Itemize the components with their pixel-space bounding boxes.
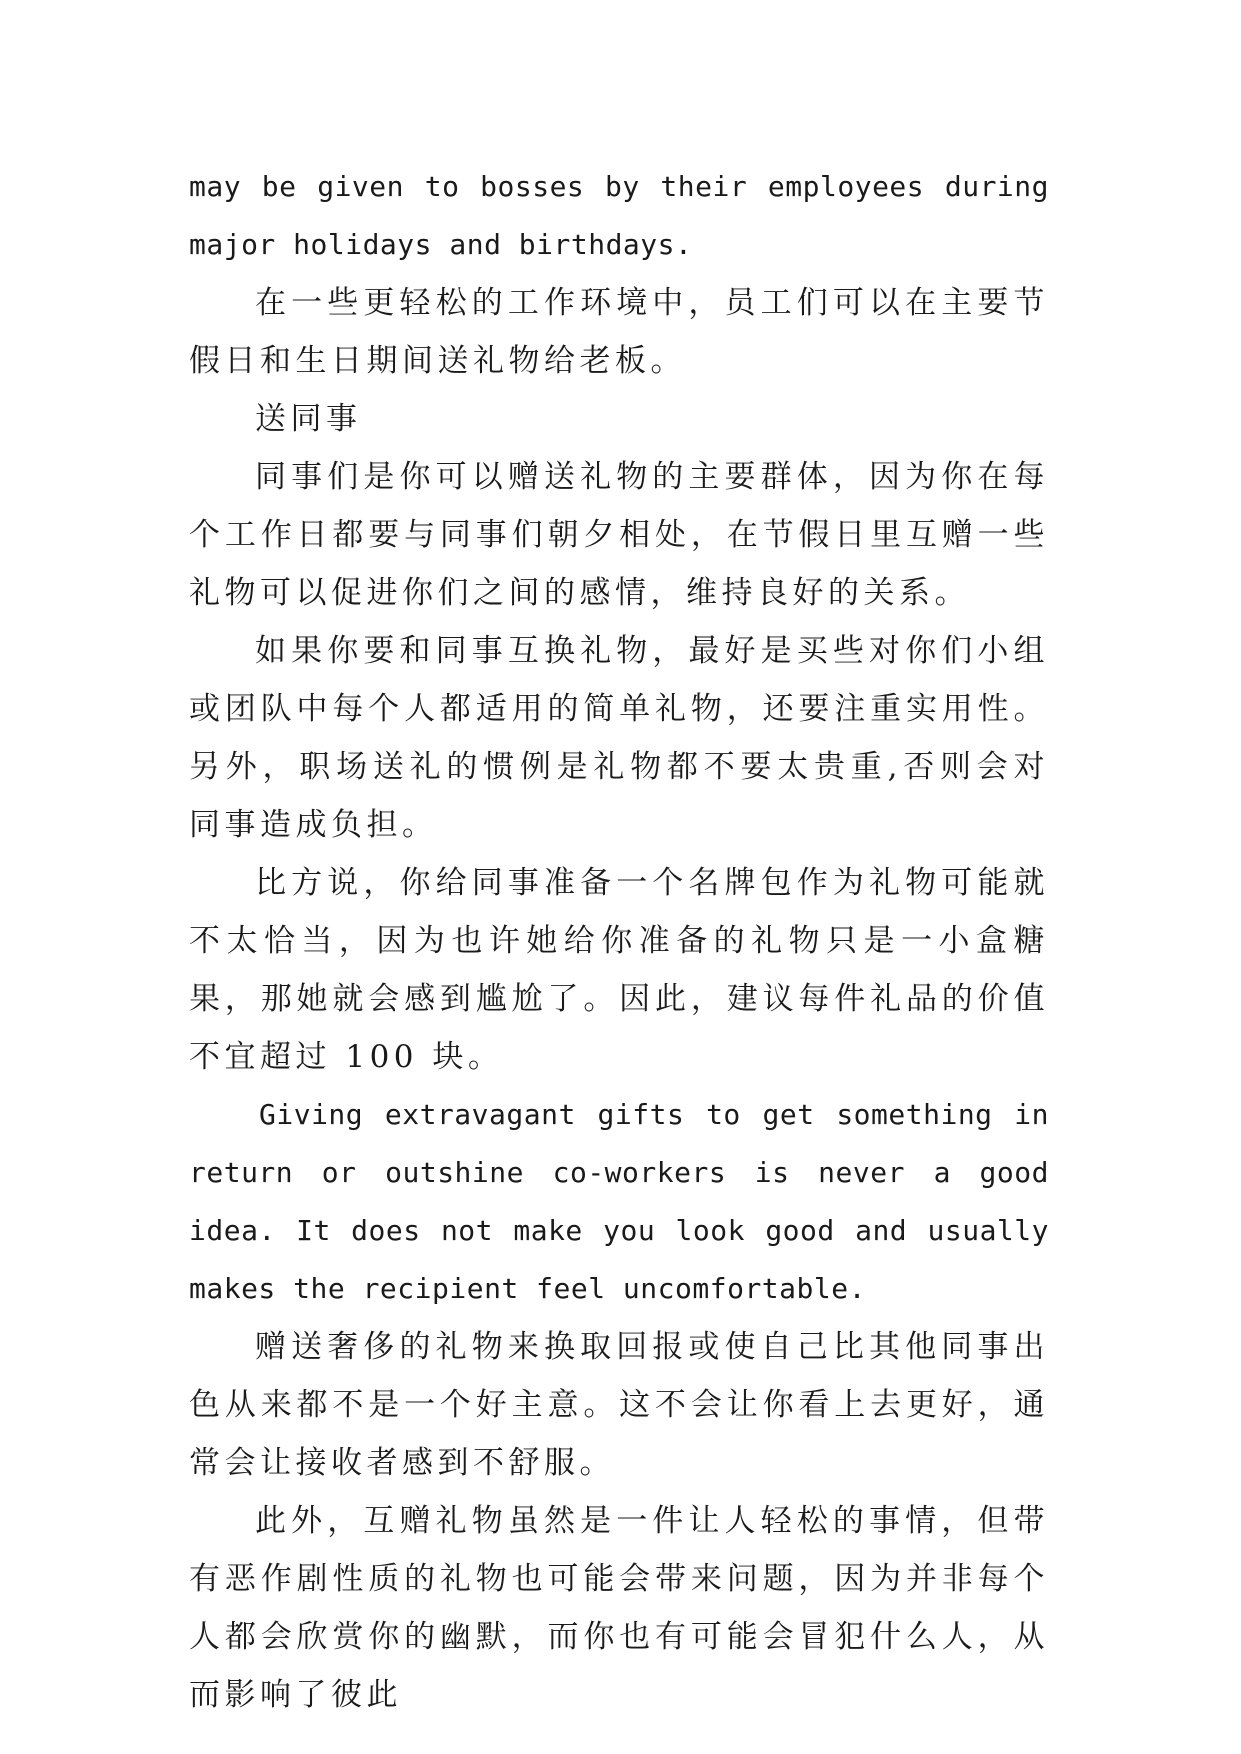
paragraph-zh-4: 比方说，你给同事准备一个名牌包作为礼物可能就不太恰当，因为也许她给你准备的礼物只是一小盒糖果，那她就会感到尴尬了。因此，建议每件礼品的价值不宜超过 100 块。 (189, 865, 1049, 1075)
paragraph-zh-5: 赠送奢侈的礼物来换取回报或使自己比其他同事出色从来都不是一个好主意。这不会让你看上去更好，通常会让接收者感到不舒服。 (189, 1329, 1049, 1481)
paragraph-zh-3: 如果你要和同事互换礼物，最好是买些对你们小组或团队中每个人都适用的简单礼物，还要注重实用性。另外，职场送礼的惯例是礼物都不要太贵重,否则会对同事造成负担。 (189, 633, 1049, 843)
paragraph-zh-6: 此外，互赠礼物虽然是一件让人轻松的事情，但带有恶作剧性质的礼物也可能会带来问题，因为并非每个人都会欣赏你的幽默，而你也有可能会冒犯什么人，从而影响了彼此 (189, 1503, 1049, 1713)
paragraph-zh-2: 同事们是你可以赠送礼物的主要群体，因为你在每个工作日都要与同事们朝夕相处，在节假日里互赠一些礼物可以促进你们之间的感情，维持良好的关系。 (189, 459, 1049, 611)
paragraph-en-2: Giving extravagant gifts to get something in return or outshine co-workers is never a good idea. It does not make you look good and usually makes the recipient feel uncomfortable. (189, 1098, 1049, 1305)
section-heading-colleagues: 送同事 (255, 401, 362, 437)
paragraph-zh-1: 在一些更轻松的工作环境中，员工们可以在主要节假日和生日期间送礼物给老板。 (189, 285, 1049, 379)
document-body (189, 158, 1049, 1724)
paragraph-en-1: may be given to bosses by their employees during major holidays and birthdays. (189, 170, 1049, 261)
